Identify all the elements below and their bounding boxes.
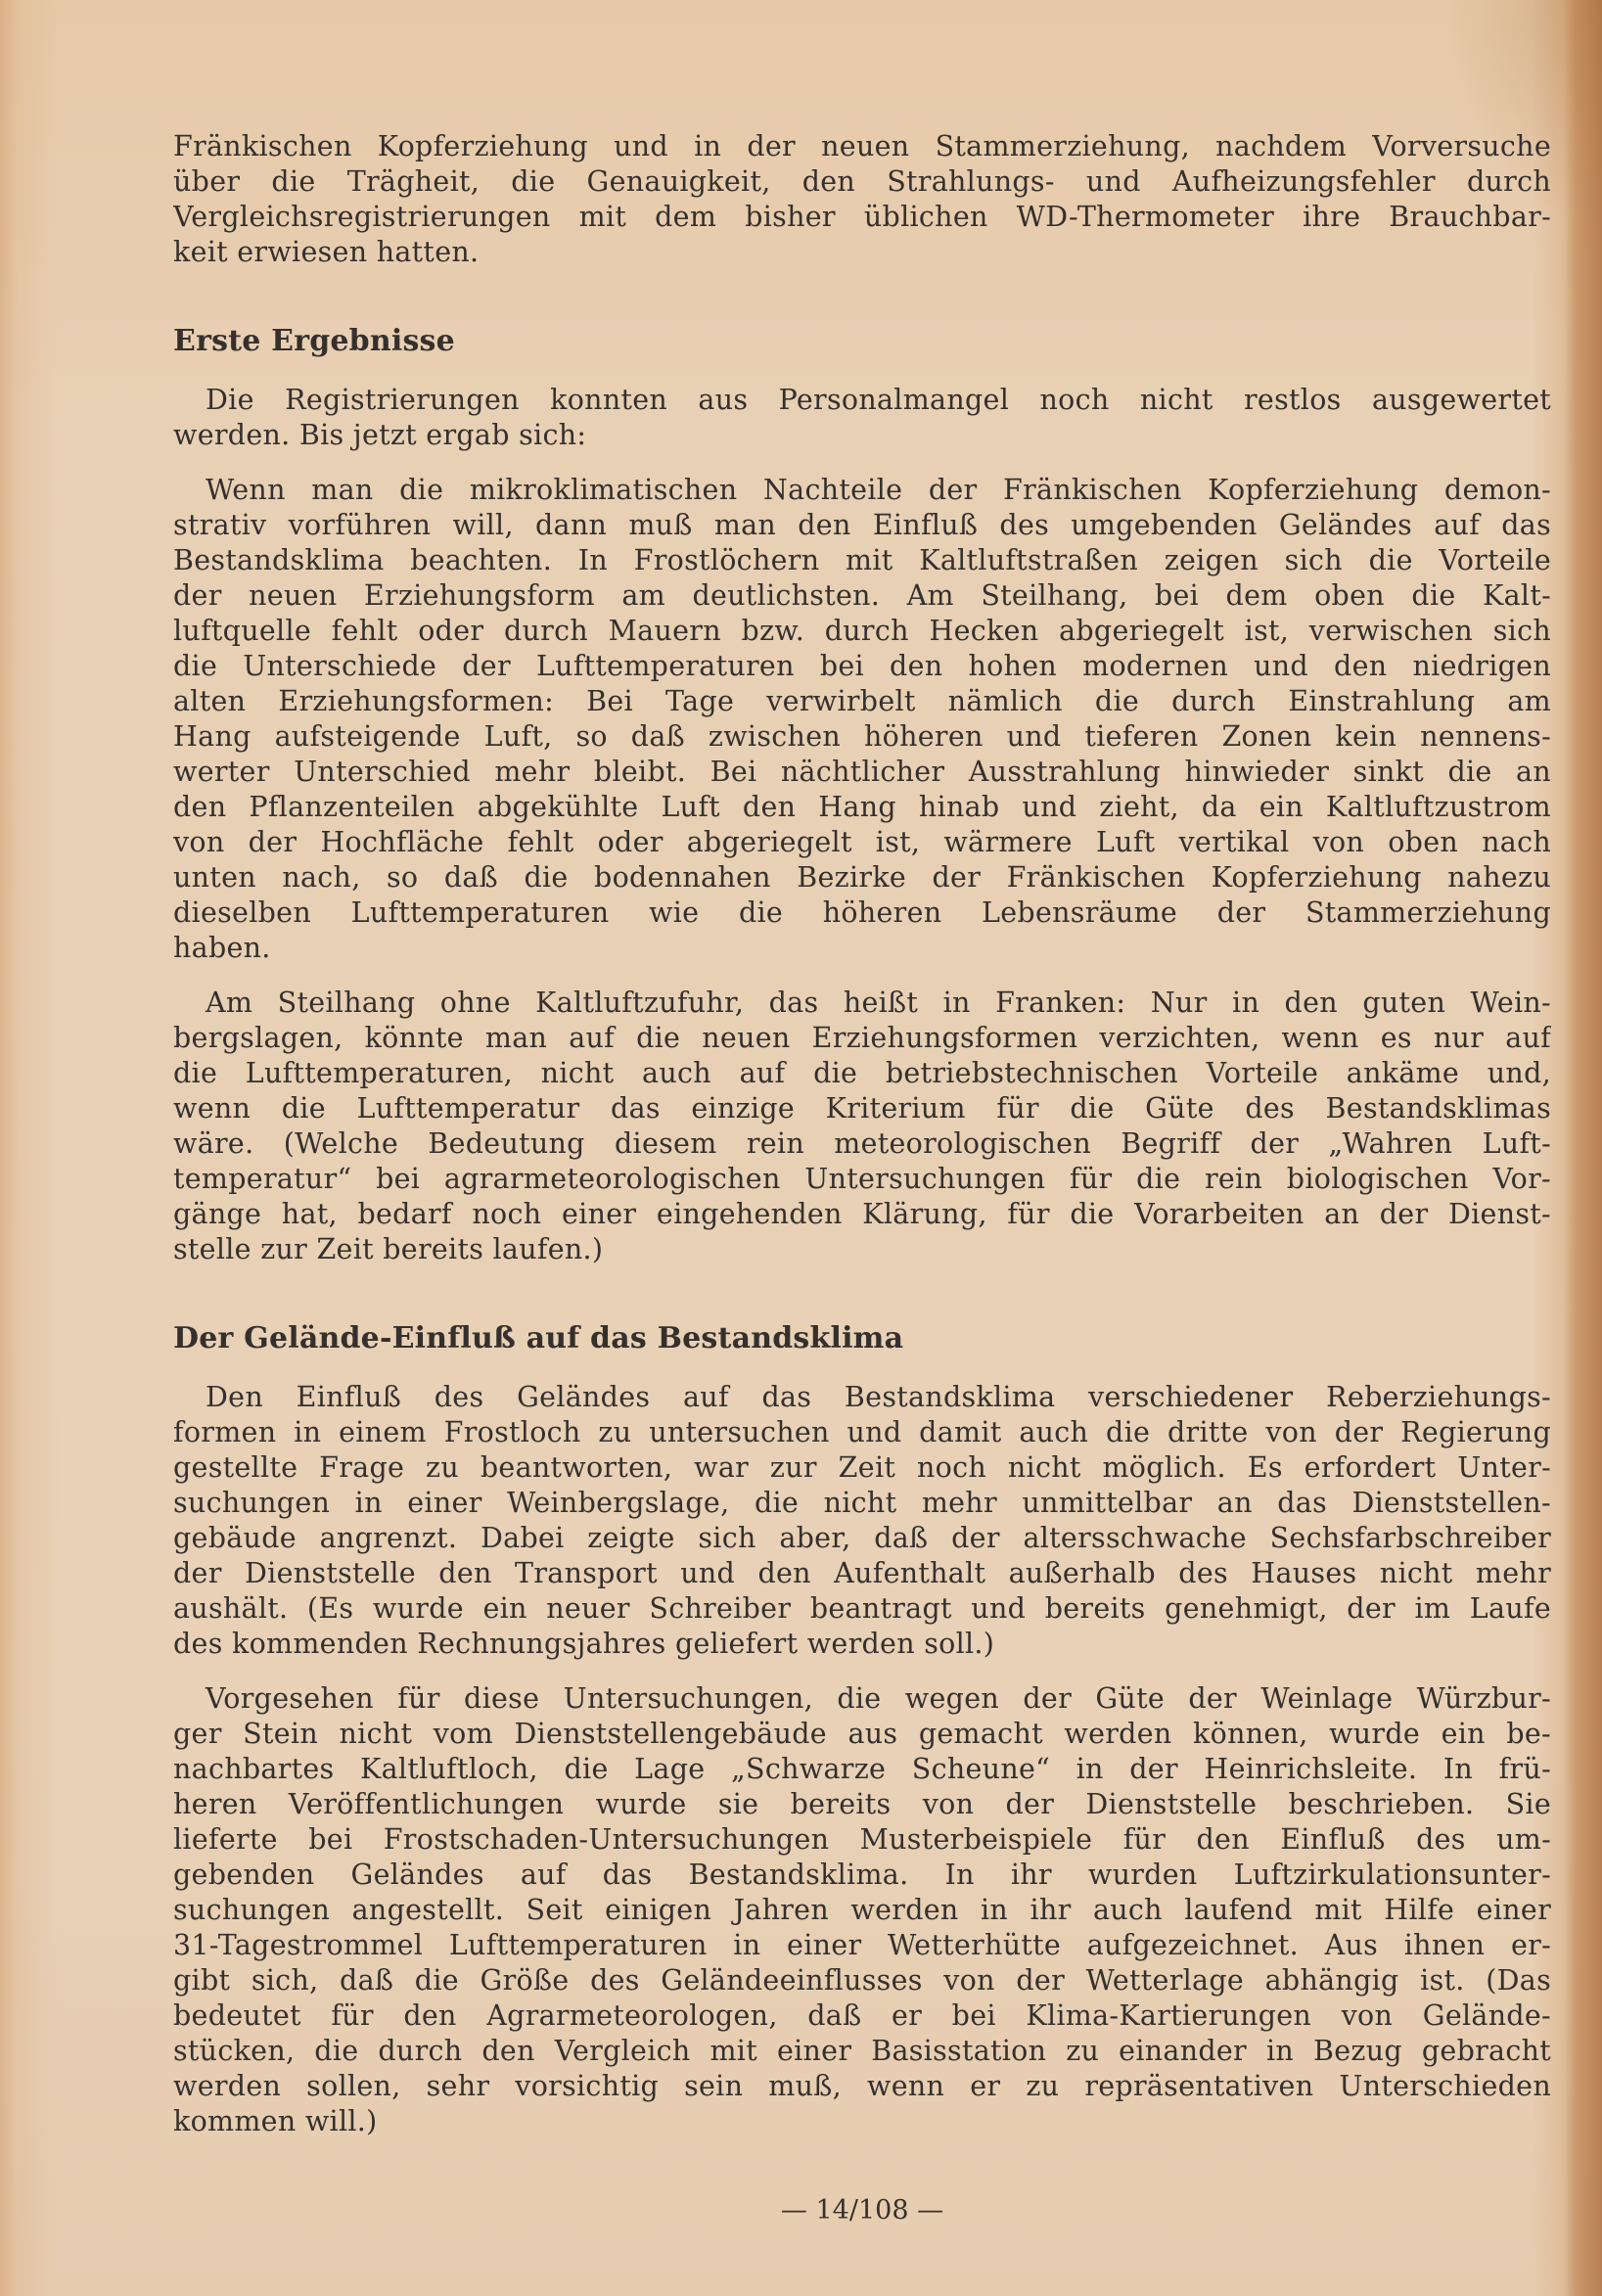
section-heading: Der Gelände-Einfluß auf das Bestandsklima [173, 1321, 904, 1355]
text-line: suchungen in einer Weinbergslage, die nicht mehr unmittelbar an das Dienststellen- [173, 1487, 1551, 1519]
text-line: temperatur“ bei agrarmeteorologischen Untersuchungen für die rein biologischen Vor- [173, 1163, 1551, 1195]
page-body [173, 129, 1551, 2139]
text-line: Wenn man die mikroklimatischen Nachteile der Fränkischen Kopferziehung demon- [206, 474, 1551, 506]
text-line: der neuen Erziehungsform am deutlichsten. Am Steilhang, bei dem oben die Kalt- [173, 579, 1551, 612]
text-line: bedeutet für den Agrarmeteorologen, daß er bei Klima-Kartierungen von Gelände- [173, 1999, 1551, 2032]
text-line: gibt sich, daß die Größe des Geländeeinflusses von der Wetterlage abhängig ist. (Das [173, 1964, 1551, 1997]
text-line: keit erwiesen hatten. [173, 236, 480, 268]
text-line: dieselben Lufttemperaturen wie die höheren Lebensräume der Stammerziehung [173, 896, 1551, 929]
paragraph [173, 383, 1551, 453]
text-line: des kommenden Rechnungsjahres geliefert werden soll.) [173, 1628, 995, 1660]
text-line: gebäude angrenzt. Dabei zeigte sich aber, daß der altersschwache Sechsfarbschreiber [173, 1522, 1551, 1554]
text-line: 31-Tagestrommel Lufttemperaturen in einer Wetterhütte aufgezeichnet. Aus ihnen er- [173, 1929, 1551, 1961]
text-line: Die Registrierungen konnten aus Personalmangel noch nicht restlos ausgewertet [206, 384, 1551, 416]
text-line: die Unterschiede der Lufttemperaturen bei den hohen modernen und den niedrigen [173, 650, 1551, 682]
paragraph [173, 986, 1551, 1267]
text-line: heren Veröffentlichungen wurde sie bereits von der Dienststelle beschrieben. Sie [173, 1788, 1551, 1820]
text-line: Fränkischen Kopferziehung und in der neuen Stammerziehung, nachdem Vorversuche [173, 130, 1551, 162]
text-line: ger Stein nicht vom Dienststellengebäude aus gemacht werden können, wurde ein be- [173, 1718, 1551, 1750]
text-line: bergslagen, könnte man auf die neuen Erziehungsformen verzichten, wenn es nur auf [173, 1022, 1551, 1054]
text-line: werden sollen, sehr vorsichtig sein muß, wenn er zu repräsentativen Unterschieden [173, 2070, 1551, 2102]
paragraph [173, 473, 1551, 966]
text-line: der Dienststelle den Transport und den Aufenthalt außerhalb des Hauses nicht mehr [173, 1557, 1551, 1589]
text-line: den Pflanzenteilen abgekühlte Luft den Hang hinab und zieht, da ein Kaltluftzustrom [173, 791, 1551, 823]
text-line: alten Erziehungsformen: Bei Tage verwirbelt nämlich die durch Einstrahlung am [173, 685, 1551, 717]
text-line: strativ vorführen will, dann muß man den Einfluß des umgebenden Geländes auf das [173, 509, 1551, 541]
text-line: haben. [173, 932, 271, 964]
text-line: gebenden Geländes auf das Bestandsklima. In ihr wurden Luftzirkulationsunter- [173, 1859, 1551, 1891]
text-line: wäre. (Welche Bedeutung diesem rein meteorologischen Begriff der „Wahren Luft- [173, 1127, 1551, 1160]
text-line: gestellte Frage zu beantworten, war zur Zeit noch nicht möglich. Es erfordert Unter- [173, 1451, 1551, 1484]
text-line: stücken, die durch den Vergleich mit einer Basisstation zu einander in Bezug gebracht [173, 2035, 1551, 2067]
text-line: gänge hat, bedarf noch einer eingehenden Klärung, für die Vorarbeiten an der Dienst- [173, 1198, 1551, 1230]
text-line: unten nach, so daß die bodennahen Bezirke der Fränkischen Kopferziehung nahezu [173, 861, 1551, 894]
text-line: die Lufttemperaturen, nicht auch auf die betriebstechnischen Vorteile ankäme und, [173, 1057, 1551, 1089]
text-line: Vorgesehen für diese Untersuchungen, die wegen der Güte der Weinlage Würzbur- [206, 1682, 1551, 1715]
text-line: nachbartes Kaltluftloch, die Lage „Schwarze Scheune“ in der Heinrichsleite. In frü- [173, 1753, 1551, 1785]
text-line: lieferte bei Frostschaden-Untersuchungen Musterbeispiele für den Einfluß des um- [173, 1823, 1551, 1856]
paragraph [173, 129, 1551, 270]
text-line: Am Steilhang ohne Kaltluftzufuhr, das heißt in Franken: Nur in den guten Wein- [206, 987, 1551, 1019]
text-line: kommen will.) [173, 2105, 378, 2137]
text-line: wenn die Lufttemperatur das einzige Kriterium für die Güte des Bestandsklimas [173, 1092, 1551, 1125]
text-line: von der Hochfläche fehlt oder abgeriegelt ist, wärmere Luft vertikal von oben nach [173, 826, 1551, 858]
text-line: formen in einem Frostloch zu untersuchen und damit auch die dritte von der Regierung [173, 1416, 1551, 1448]
text-line: suchungen angestellt. Seit einigen Jahren werden in ihr auch laufend mit Hilfe einer [173, 1894, 1551, 1926]
text-line: aushält. (Es wurde ein neuer Schreiber beantragt und bereits genehmigt, der im Laufe [173, 1592, 1551, 1625]
text-line: Vergleichsregistrierungen mit dem bisher üblichen WD-Thermometer ihre Brauchbar- [173, 201, 1551, 233]
text-line: Bestandsklima beachten. In Frostlöchern mit Kaltluftstraßen zeigen sich die Vorteile [173, 544, 1551, 576]
paragraph [173, 1380, 1551, 1662]
text-line: Hang aufsteigende Luft, so daß zwischen höheren und tieferen Zonen kein nennens- [173, 720, 1551, 753]
text-line: luftquelle fehlt oder durch Mauern bzw. durch Hecken abgeriegelt ist, verwischen sich [173, 615, 1551, 647]
section-heading: Erste Ergebnisse [173, 324, 455, 358]
text-line: werter Unterschied mehr bleibt. Bei nächtlicher Ausstrahlung hinwieder sinkt die an [173, 756, 1551, 788]
text-line: stelle zur Zeit bereits laufen.) [173, 1233, 604, 1265]
paragraph [173, 1681, 1551, 2139]
text-line: Den Einfluß des Geländes auf das Bestandsklima verschiedener Reberziehungs- [206, 1381, 1551, 1413]
page-number: — 14/108 — [780, 2195, 944, 2226]
text-line: werden. Bis jetzt ergab sich: [173, 419, 587, 451]
text-line: über die Trägheit, die Genauigkeit, den Strahlungs- und Aufheizungsfehler durch [173, 165, 1551, 198]
